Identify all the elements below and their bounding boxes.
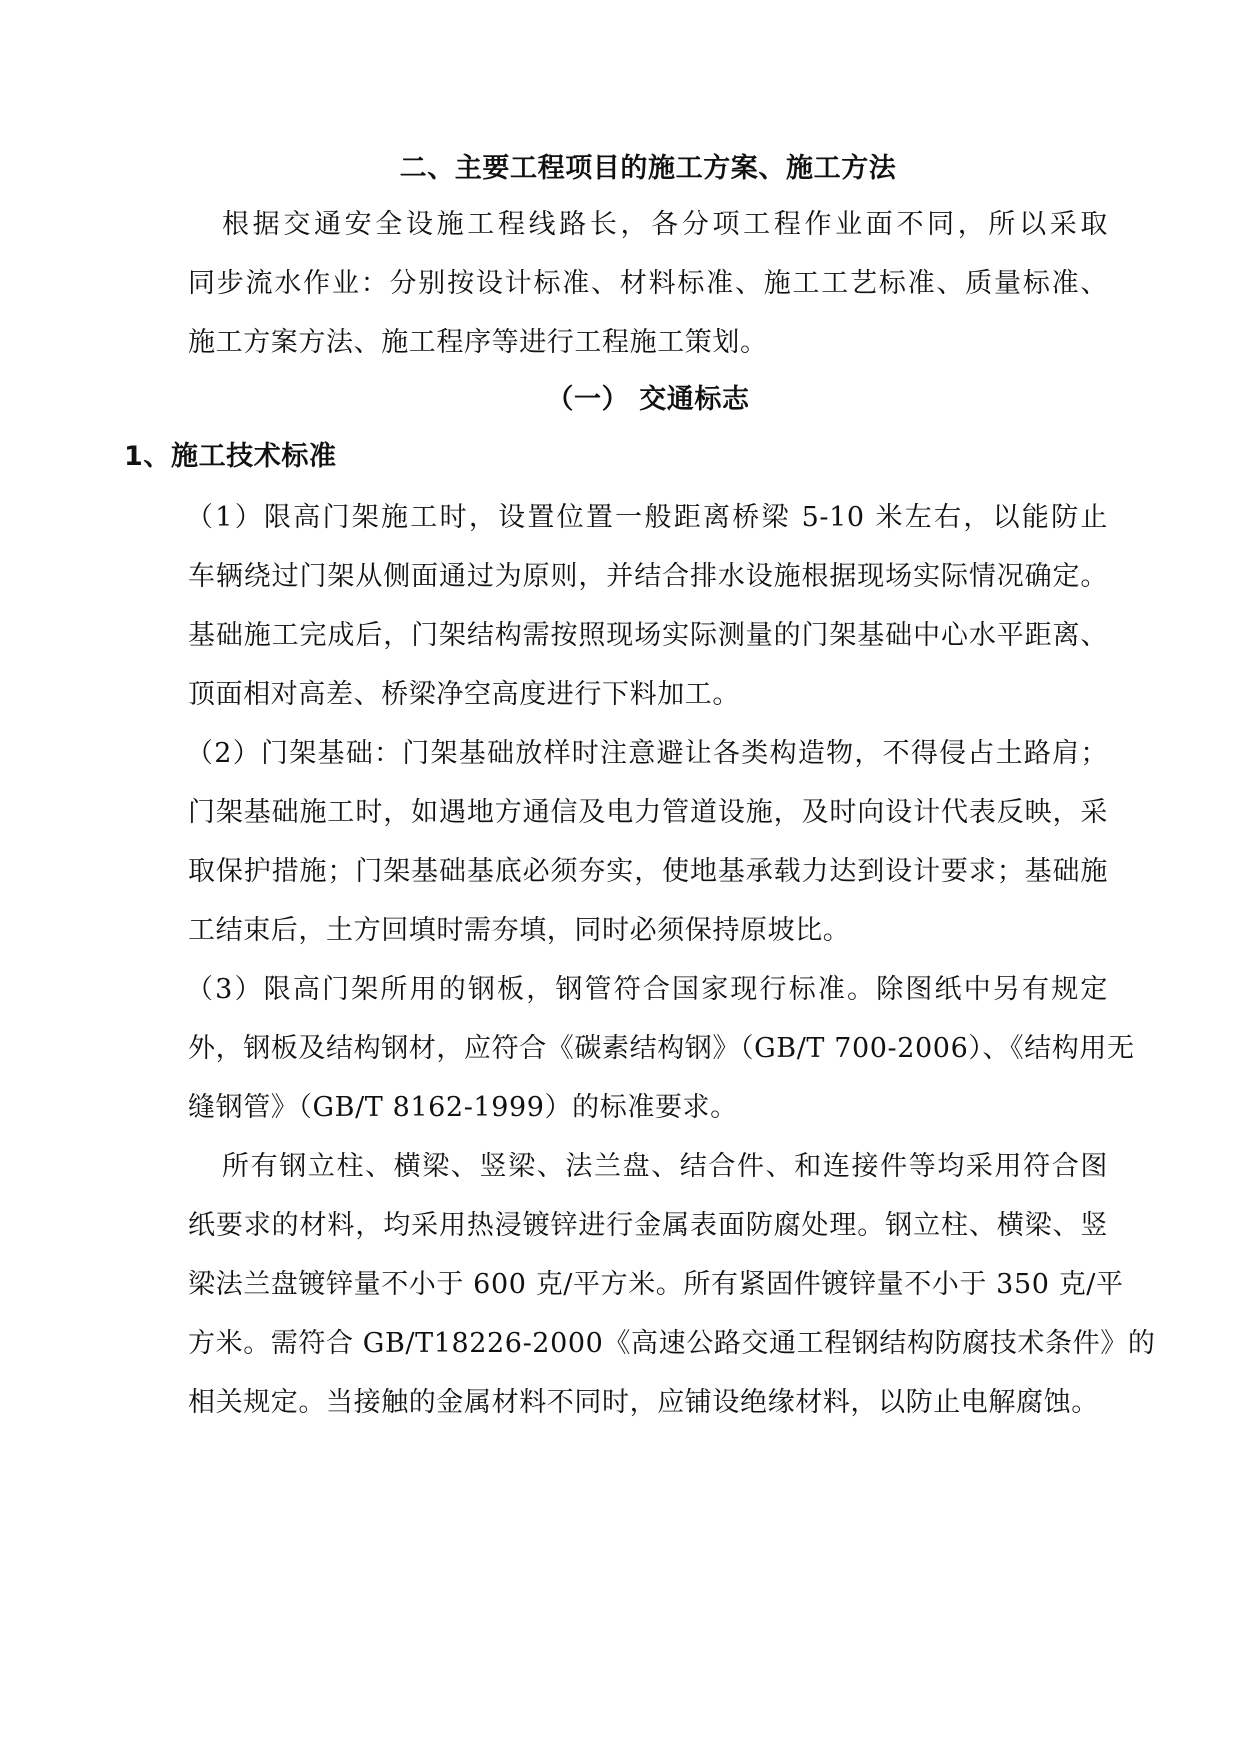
section-title: 二、主要工程项目的施工方案、施工方法 xyxy=(399,153,897,184)
para1-line-3: 基础施工完成后，门架结构需按照现场实际测量的门架基础中心水平距离、 xyxy=(188,620,1108,651)
para4-line-3: 梁法兰盘镀锌量不小于 600 克/平方米。所有紧固件镀锌量不小于 350 克/平 xyxy=(188,1269,1124,1300)
para2-line-1: （2）门架基础：门架基础放样时注意避让各类构造物，不得侵占土路肩； xyxy=(186,738,1108,769)
item-title: 1、施工技术标准 xyxy=(124,441,337,472)
para1-line-2: 车辆绕过门架从侧面通过为原则，并结合排水设施根据现场实际情况确定。 xyxy=(188,561,1108,592)
para4-line-2: 纸要求的材料，均采用热浸镀锌进行金属表面防腐处理。钢立柱、横梁、竖 xyxy=(188,1210,1108,1241)
para2-line-2: 门架基础施工时，如遇地方通信及电力管道设施，及时向设计代表反映，采 xyxy=(188,797,1108,828)
intro-line-1: 根据交通安全设施工程线路长，各分项工程作业面不同，所以采取 xyxy=(222,209,1108,240)
para4-line-4: 方米。需符合 GB/T18226-2000《高速公路交通工程钢结构防腐技术条件》的 xyxy=(188,1328,1156,1359)
para1-line-1: （1）限高门架施工时，设置位置一般距离桥梁 5-10 米左右，以能防止 xyxy=(186,502,1108,533)
para3-line-2: 外，钢板及结构钢材，应符合《碳素结构钢》（GB/T 700-2006）、《结构用无 xyxy=(188,1033,1135,1064)
para3-line-1: （3）限高门架所用的钢板，钢管符合国家现行标准。除图纸中另有规定 xyxy=(186,974,1108,1005)
para4-line-1: 所有钢立柱、横梁、竖梁、法兰盘、结合件、和连接件等均采用符合图 xyxy=(222,1151,1108,1182)
subsection-title: （一） 交通标志 xyxy=(546,384,750,415)
intro-line-2: 同步流水作业：分别按设计标准、材料标准、施工工艺标准、质量标准、 xyxy=(188,268,1108,299)
para1-line-4: 顶面相对高差、桥梁净空高度进行下料加工。 xyxy=(188,679,740,710)
intro-line-3: 施工方案方法、施工程序等进行工程施工策划。 xyxy=(188,327,768,358)
para2-line-4: 工结束后，土方回填时需夯填，同时必须保持原坡比。 xyxy=(188,915,851,946)
para2-line-3: 取保护措施；门架基础基底必须夯实，使地基承载力达到设计要求；基础施 xyxy=(188,856,1108,887)
para4-line-5: 相关规定。当接触的金属材料不同时，应铺设绝缘材料，以防止电解腐蚀。 xyxy=(188,1387,1099,1418)
para3-line-3: 缝钢管》（GB/T 8162-1999）的标准要求。 xyxy=(188,1092,738,1123)
